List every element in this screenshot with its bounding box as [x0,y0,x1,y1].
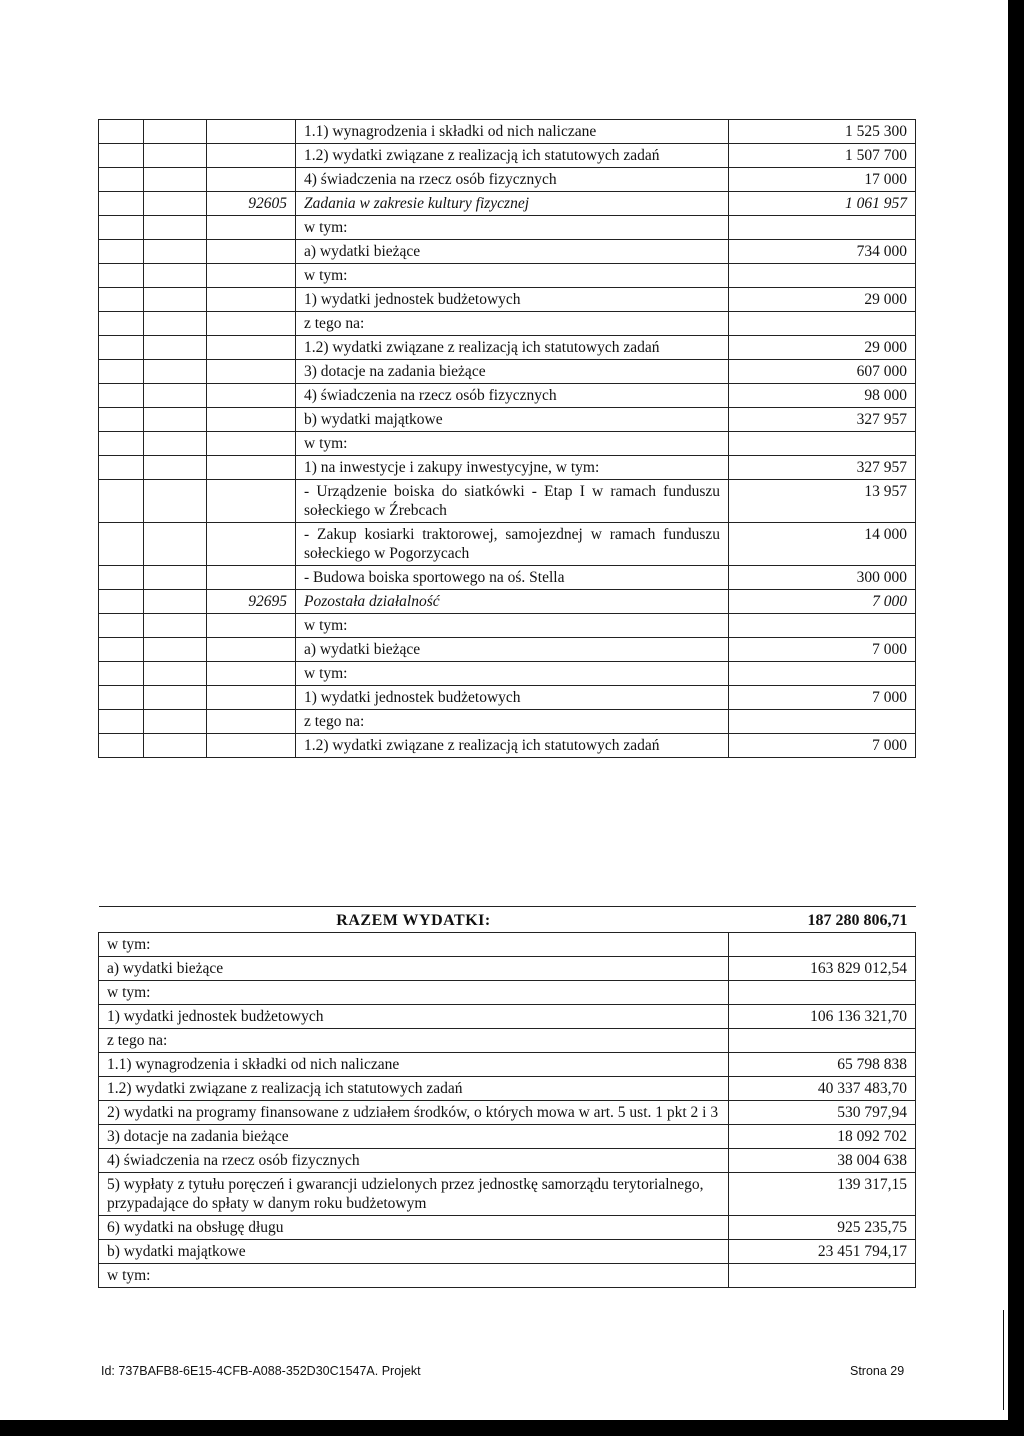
cell-section [99,480,144,523]
cell-chapter [144,384,207,408]
cell-paragraph-code [207,432,296,456]
cell-amount: 29 000 [729,288,916,312]
summary-amount [729,981,916,1005]
cell-chapter [144,336,207,360]
cell-chapter [144,734,207,758]
cell-paragraph-code [207,710,296,734]
summary-amount: 18 092 702 [729,1125,916,1149]
table-row [99,480,916,523]
cell-amount [729,312,916,336]
cell-chapter [144,590,207,614]
cell-chapter [144,288,207,312]
cell-paragraph-code [207,523,296,566]
cell-section [99,312,144,336]
cell-description: 1.2) wydatki związane z realizacją ich statutowych zadań [296,734,729,758]
cell-amount [729,614,916,638]
summary-amount: 65 798 838 [729,1053,916,1077]
table-row [99,408,916,432]
cell-chapter [144,192,207,216]
cell-paragraph-code [207,734,296,758]
table-row [99,168,916,192]
cell-paragraph-code [207,614,296,638]
cell-section [99,614,144,638]
cell-section [99,288,144,312]
cell-amount: 7 000 [729,590,916,614]
cell-amount: 1 507 700 [729,144,916,168]
cell-description: 1) wydatki jednostek budżetowych [296,686,729,710]
summary-row [99,1005,916,1029]
cell-section [99,384,144,408]
cell-description: w tym: [296,216,729,240]
cell-section [99,686,144,710]
cell-paragraph-code [207,144,296,168]
summary-description: a) wydatki bieżące [99,957,729,981]
table-row [99,710,916,734]
cell-paragraph-code [207,662,296,686]
cell-section [99,662,144,686]
cell-amount [729,710,916,734]
cell-description: a) wydatki bieżące [296,240,729,264]
cell-chapter [144,216,207,240]
cell-chapter [144,710,207,734]
cell-section [99,734,144,758]
cell-paragraph-code [207,384,296,408]
table-row [99,523,916,566]
cell-chapter [144,360,207,384]
cell-description: w tym: [296,662,729,686]
summary-description: 2) wydatki na programy finansowane z udziałem środków, o których mowa w art. 5 ust. 1 pkt 2 i 3 [99,1101,729,1125]
cell-amount [729,432,916,456]
cell-chapter [144,120,207,144]
cell-description: - Urządzenie boiska do siatkówki - Etap I w ramach funduszu sołeckiego w Źrebcach [296,480,729,523]
cell-paragraph-code [207,566,296,590]
cell-paragraph-code [207,264,296,288]
summary-row [99,1216,916,1240]
summary-description: b) wydatki majątkowe [99,1240,729,1264]
cell-amount: 7 000 [729,638,916,662]
cell-paragraph-code [207,288,296,312]
summary-amount: 106 136 321,70 [729,1005,916,1029]
cell-description: z tego na: [296,312,729,336]
cell-description: b) wydatki majątkowe [296,408,729,432]
cell-amount: 98 000 [729,384,916,408]
cell-description: w tym: [296,264,729,288]
cell-description: 1.1) wynagrodzenia i składki od nich naliczane [296,120,729,144]
table-row [99,264,916,288]
cell-paragraph-code [207,408,296,432]
cell-section [99,456,144,480]
cell-paragraph-code [207,480,296,523]
cell-amount: 14 000 [729,523,916,566]
cell-amount: 1 061 957 [729,192,916,216]
total-label: RAZEM WYDATKI: [99,907,729,933]
table-row [99,384,916,408]
cell-chapter [144,144,207,168]
table-row [99,192,916,216]
cell-description: 1) na inwestycje i zakupy inwestycyjne, w tym: [296,456,729,480]
cell-amount: 29 000 [729,336,916,360]
summary-amount: 139 317,15 [729,1173,916,1216]
table-row [99,734,916,758]
summary-row [99,1101,916,1125]
cell-description: 1.2) wydatki związane z realizacją ich statutowych zadań [296,336,729,360]
cell-paragraph-code [207,216,296,240]
summary-row [99,1149,916,1173]
cell-section [99,240,144,264]
table-row [99,686,916,710]
table-row [99,614,916,638]
summary-amount: 530 797,94 [729,1101,916,1125]
table-row [99,312,916,336]
cell-section [99,336,144,360]
cell-description: a) wydatki bieżące [296,638,729,662]
summary-row [99,957,916,981]
summary-row [99,1240,916,1264]
table-row [99,240,916,264]
summary-row [99,1264,916,1288]
cell-chapter [144,566,207,590]
summary-row [99,1173,916,1216]
cell-section [99,638,144,662]
table-row [99,432,916,456]
summary-row [99,1029,916,1053]
cell-paragraph-code [207,168,296,192]
cell-amount: 7 000 [729,734,916,758]
cell-chapter [144,456,207,480]
cell-section [99,566,144,590]
cell-paragraph-code [207,360,296,384]
summary-description: w tym: [99,933,729,957]
summary-row [99,1125,916,1149]
summary-row [99,933,916,957]
cell-section [99,710,144,734]
cell-section [99,360,144,384]
summary-row [99,1077,916,1101]
cell-chapter [144,638,207,662]
cell-paragraph-code: 92695 [207,590,296,614]
cell-section [99,120,144,144]
scan-border-bottom [0,1420,1024,1436]
cell-amount [729,662,916,686]
cell-amount: 1 525 300 [729,120,916,144]
cell-chapter [144,614,207,638]
table-row [99,120,916,144]
cell-chapter [144,240,207,264]
table-row [99,288,916,312]
cell-description: z tego na: [296,710,729,734]
cell-description: 1) wydatki jednostek budżetowych [296,288,729,312]
cell-amount: 327 957 [729,456,916,480]
cell-section [99,523,144,566]
cell-amount: 13 957 [729,480,916,523]
table-row [99,662,916,686]
summary-amount [729,933,916,957]
scan-border-right [1008,0,1024,1436]
cell-chapter [144,523,207,566]
cell-section [99,590,144,614]
cell-description: 4) świadczenia na rzecz osób fizycznych [296,168,729,192]
summary-description: 1.2) wydatki związane z realizacją ich statutowych zadań [99,1077,729,1101]
summary-amount: 163 829 012,54 [729,957,916,981]
cell-amount [729,216,916,240]
cell-description: - Budowa boiska sportowego na oś. Stella [296,566,729,590]
cell-description: 4) świadczenia na rzecz osób fizycznych [296,384,729,408]
summary-description: 1) wydatki jednostek budżetowych [99,1005,729,1029]
table-row [99,590,916,614]
summary-description: 4) świadczenia na rzecz osób fizycznych [99,1149,729,1173]
summary-amount: 38 004 638 [729,1149,916,1173]
table-row [99,144,916,168]
summary-description: 3) dotacje na zadania bieżące [99,1125,729,1149]
summary-description: w tym: [99,1264,729,1288]
cell-amount: 300 000 [729,566,916,590]
cell-chapter [144,662,207,686]
cell-chapter [144,264,207,288]
cell-paragraph-code [207,120,296,144]
summary-amount: 23 451 794,17 [729,1240,916,1264]
summary-description: z tego na: [99,1029,729,1053]
summary-row [99,981,916,1005]
footer-page-number: Strona 29 [850,1364,905,1378]
cell-section [99,144,144,168]
table-row [99,360,916,384]
cell-chapter [144,168,207,192]
cell-amount: 734 000 [729,240,916,264]
cell-paragraph-code [207,312,296,336]
cell-chapter [144,480,207,523]
cell-description: w tym: [296,432,729,456]
cell-amount: 17 000 [729,168,916,192]
cell-section [99,264,144,288]
table-row [99,638,916,662]
summary-description: 5) wypłaty z tytułu poręczeń i gwarancji udzielonych przez jednostkę samorządu terytorialnego, przypadające do spłaty w danym roku budżetowym [99,1173,729,1216]
budget-table-summary [98,906,916,1288]
summary-amount: 925 235,75 [729,1216,916,1240]
cell-description: - Zakup kosiarki traktorowej, samojezdnej w ramach funduszu sołeckiego w Pogorzycach [296,523,729,566]
margin-rule [1003,1310,1004,1410]
cell-chapter [144,686,207,710]
cell-section [99,192,144,216]
summary-description: 6) wydatki na obsługę długu [99,1216,729,1240]
cell-description: 3) dotacje na zadania bieżące [296,360,729,384]
total-row [99,907,916,933]
cell-paragraph-code [207,456,296,480]
summary-row [99,1053,916,1077]
cell-chapter [144,408,207,432]
summary-description: 1.1) wynagrodzenia i składki od nich naliczane [99,1053,729,1077]
cell-paragraph-code [207,686,296,710]
cell-description: Pozostała działalność [296,590,729,614]
summary-description: w tym: [99,981,729,1005]
cell-paragraph-code: 92605 [207,192,296,216]
footer-doc-id: Id: 737BAFB8-6E15-4CFB-A088-352D30C1547A. Projekt [101,1364,421,1378]
cell-section [99,432,144,456]
cell-description: w tym: [296,614,729,638]
cell-description: 1.2) wydatki związane z realizacją ich statutowych zadań [296,144,729,168]
budget-table-sections [98,119,916,758]
cell-amount: 7 000 [729,686,916,710]
table-row [99,336,916,360]
cell-paragraph-code [207,336,296,360]
summary-amount: 40 337 483,70 [729,1077,916,1101]
table-row [99,566,916,590]
cell-chapter [144,312,207,336]
summary-amount [729,1029,916,1053]
cell-section [99,408,144,432]
cell-amount: 607 000 [729,360,916,384]
table-row [99,216,916,240]
cell-section [99,168,144,192]
cell-paragraph-code [207,240,296,264]
total-amount: 187 280 806,71 [729,907,916,933]
cell-section [99,216,144,240]
cell-paragraph-code [207,638,296,662]
cell-chapter [144,432,207,456]
cell-amount: 327 957 [729,408,916,432]
summary-amount [729,1264,916,1288]
table-row [99,456,916,480]
cell-description: Zadania w zakresie kultury fizycznej [296,192,729,216]
cell-amount [729,264,916,288]
